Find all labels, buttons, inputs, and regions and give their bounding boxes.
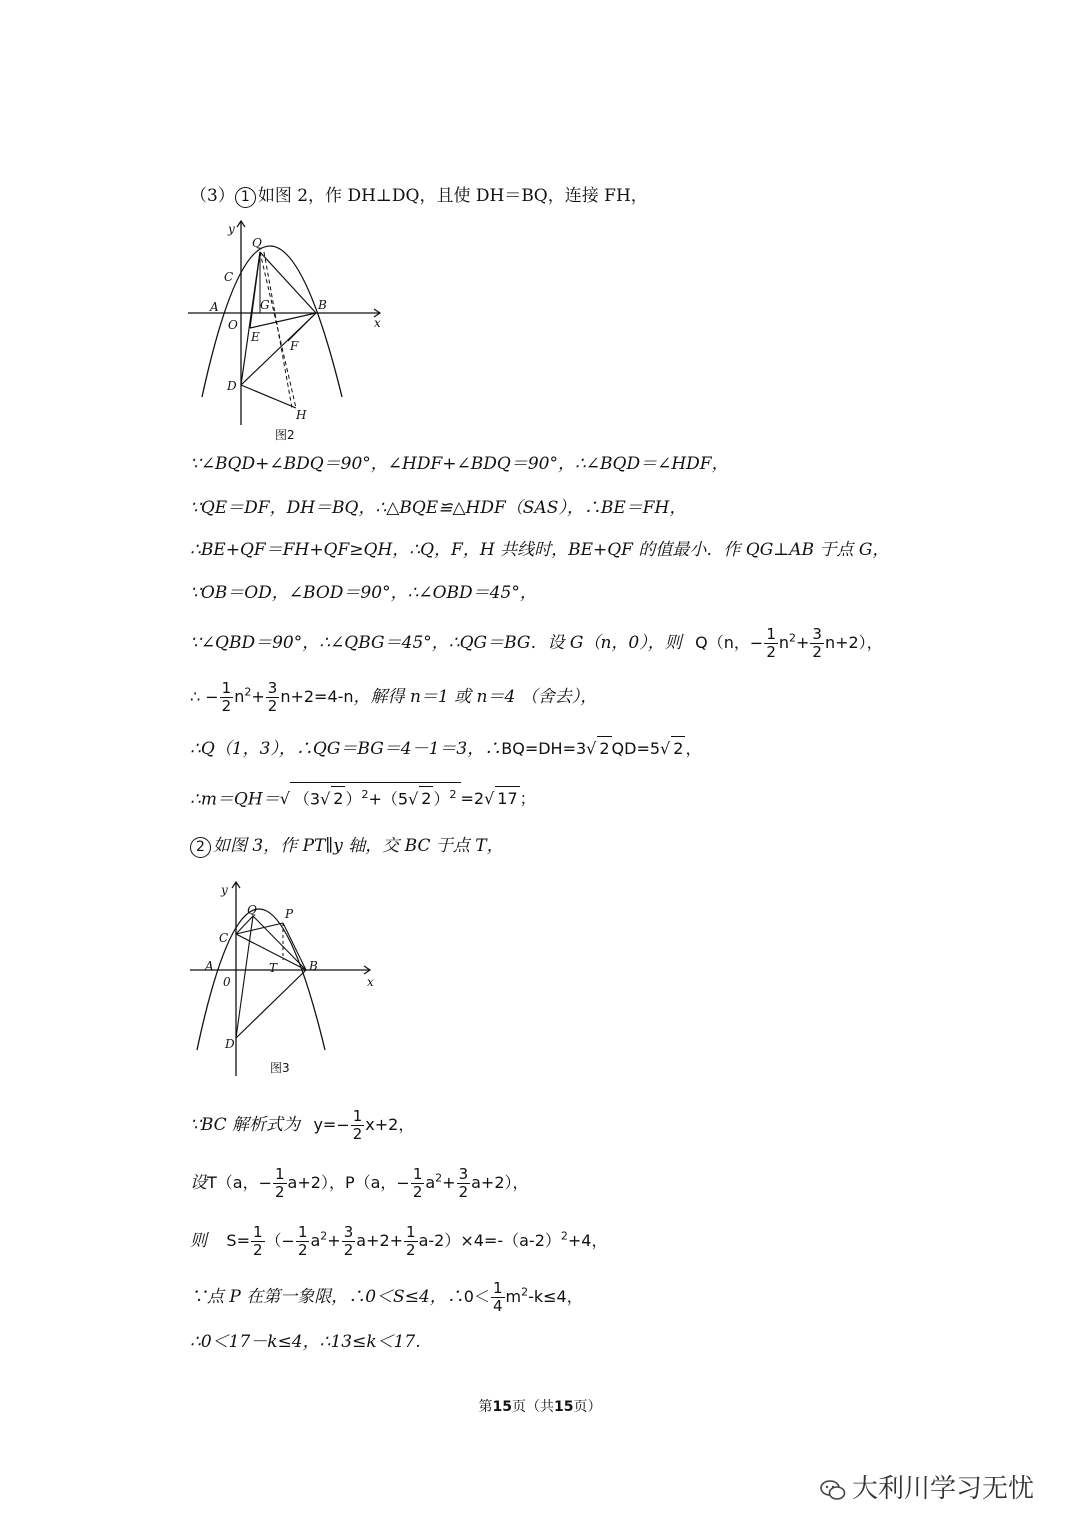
proof-line-13-text: ∵点 P 在第一象限，∴0＜S≤4，∴ <box>190 1287 464 1307</box>
fig3-label-B: B <box>309 959 318 973</box>
proof-line-11-text: 设 <box>190 1173 207 1193</box>
fig2-line-QE <box>250 252 260 328</box>
fig3-caption: 图3 <box>270 1061 290 1075</box>
fig2-label-F: F <box>290 339 299 353</box>
proof-line-10 <box>190 1108 414 1143</box>
fig2-label-C: C <box>224 270 234 284</box>
fig3-label-T: T <box>269 961 278 975</box>
fig2-label-G: G <box>260 298 270 312</box>
fig2-label-D: D <box>227 379 237 393</box>
points-T-P-expression: T（a，− $\frac{1}{2}$ a+2），P（a，− $\frac{1}{2}$ $a^2+$ $\frac{3}{2}$ a+2）， <box>207 1165 529 1201</box>
fig2-label-Q: Q <box>252 236 262 250</box>
proof-line-7-text: ∴Q（1，3），∴QG＝BG＝4－1＝3，∴ <box>190 739 502 759</box>
proof-line-13 <box>190 1280 583 1315</box>
fig3-parabola <box>197 909 325 1050</box>
footer-total-pages: 15 <box>554 1399 574 1415</box>
proof-line-5 <box>190 626 883 661</box>
proof-line-12 <box>190 1224 607 1259</box>
fig3-label-O: 0 <box>223 975 231 989</box>
proof-line-6-text: ，解得 n＝1 或 n＝4 （舍去）， <box>353 687 598 707</box>
fig3-label-P: P <box>285 907 294 921</box>
fig3-line-QD <box>236 916 253 1038</box>
fig2-label-B: B <box>318 298 327 312</box>
part2-intro <box>190 834 504 858</box>
fig2-line-DH <box>241 385 296 408</box>
circle-number-2: 2 <box>190 837 211 858</box>
footer-mid: 页（共 <box>512 1399 554 1415</box>
fig2-line-EB <box>250 313 316 328</box>
watermark-text: 大利川学习无忧 <box>852 1474 1035 1504</box>
wechat-icon <box>820 1479 846 1501</box>
fig3-label-Q: Q <box>247 903 257 917</box>
qh-expression: √ （3√ 2 ）$^2$+（5√ 2 ）$^2$ =2√ 17 ； <box>280 789 536 808</box>
proof-line-1: ∵∠BQD+∠BDQ＝90°，∠HDF+∠BDQ＝90°，∴∠BQD＝∠HDF， <box>190 454 729 474</box>
proof-line-5-text: ∵∠QBD＝90°，∴∠QBG＝45°，∴QG＝BG．设 G（n，0），则 <box>190 633 682 653</box>
footer-page-number: 15 <box>492 1399 512 1415</box>
bq-dh-qd-expression: BQ=DH=3√ 2 QD=5√ 2 ， <box>501 739 701 758</box>
fig3-label-C: C <box>219 931 229 945</box>
fig2-caption: 图2 <box>275 428 295 442</box>
part3-prefix: （3） <box>190 186 235 206</box>
inequality-m-k: 0＜ $\frac{1}{4}$ $m^2-k\le 4$， <box>463 1279 583 1315</box>
proof-line-2: ∵QE＝DF，DH＝BQ，∴△BQE≌△HDF（SAS），∴BE＝FH， <box>190 498 687 518</box>
proof-line-4: ∵OB＝OD，∠BOD＝90°，∴∠OBD＝45°， <box>190 583 537 603</box>
equation-n: ∴ − $\frac{1}{2}$ $n^2+$ $\frac{3}{2}$ n+2=4-n <box>190 679 354 715</box>
fig2-label-x: x <box>374 316 381 330</box>
fig3-line-PB <box>283 923 306 970</box>
proof-line-10-text: ∵BC 解析式为 <box>190 1115 301 1135</box>
figure-3 <box>185 878 385 1078</box>
proof-line-11 <box>190 1166 529 1201</box>
bc-equation: y=− $\frac{1}{2}$ x+2， <box>313 1107 415 1143</box>
proof-line-14: ∴0＜17－k≤4，∴13≤k＜17. <box>190 1332 421 1352</box>
proof-line-7 <box>190 736 701 761</box>
fig3-label-D: D <box>225 1037 235 1051</box>
point-Q-expression: Q（n，− $\frac{1}{2}$ $n^2+$ $\frac{3}{2}$ n+2）， <box>695 625 883 661</box>
fig3-line-CP <box>236 923 283 934</box>
fig3-label-y: y <box>221 883 228 897</box>
area-S-expression: S= $\frac{1}{2}$ （− $\frac{1}{2}$ $a^2+$ $\frac{3}{2}$ a+2+ $\frac{1}{2}$ $a-2)\times 4=-(a-2)^2+4$， <box>226 1223 608 1259</box>
figure-2 <box>180 215 400 445</box>
part3-intro-text: 如图 2，作 DH⊥DQ，且使 DH＝BQ，连接 FH， <box>257 186 648 206</box>
fig2-label-E: E <box>251 330 260 344</box>
proof-line-3: ∴BE+QF＝FH+QF≥QH，∴Q，F，H 共线时，BE+QF 的值最小．作 QG⊥AB 于点 G， <box>190 540 890 560</box>
circle-number-1: 1 <box>235 187 256 208</box>
fig2-parabola <box>202 246 342 397</box>
fig2-label-y: y <box>228 222 235 236</box>
fig3-label-x: x <box>367 975 374 989</box>
watermark <box>820 1468 1034 1505</box>
part3-intro <box>190 184 648 208</box>
proof-line-12-text: 则 <box>190 1231 207 1251</box>
fig2-label-H: H <box>296 408 307 422</box>
fig3-label-A: A <box>205 959 214 973</box>
fig2-line-FB <box>288 313 316 341</box>
fig3-line-BD <box>236 970 306 1038</box>
proof-line-8-text: ∴m＝QH＝ <box>190 789 280 810</box>
part2-intro-text: 如图 3，作 PT∥y 轴，交 BC 于点 T， <box>213 836 504 856</box>
proof-line-6 <box>190 680 597 715</box>
fig2-label-O: O <box>228 318 238 332</box>
proof-line-8 <box>190 782 536 811</box>
fig2-dashed-FH <box>264 252 292 408</box>
footer-post: 页） <box>573 1399 602 1415</box>
fig2-label-A: A <box>210 300 219 314</box>
page-footer <box>0 1396 1080 1416</box>
footer-pre: 第 <box>478 1399 493 1415</box>
